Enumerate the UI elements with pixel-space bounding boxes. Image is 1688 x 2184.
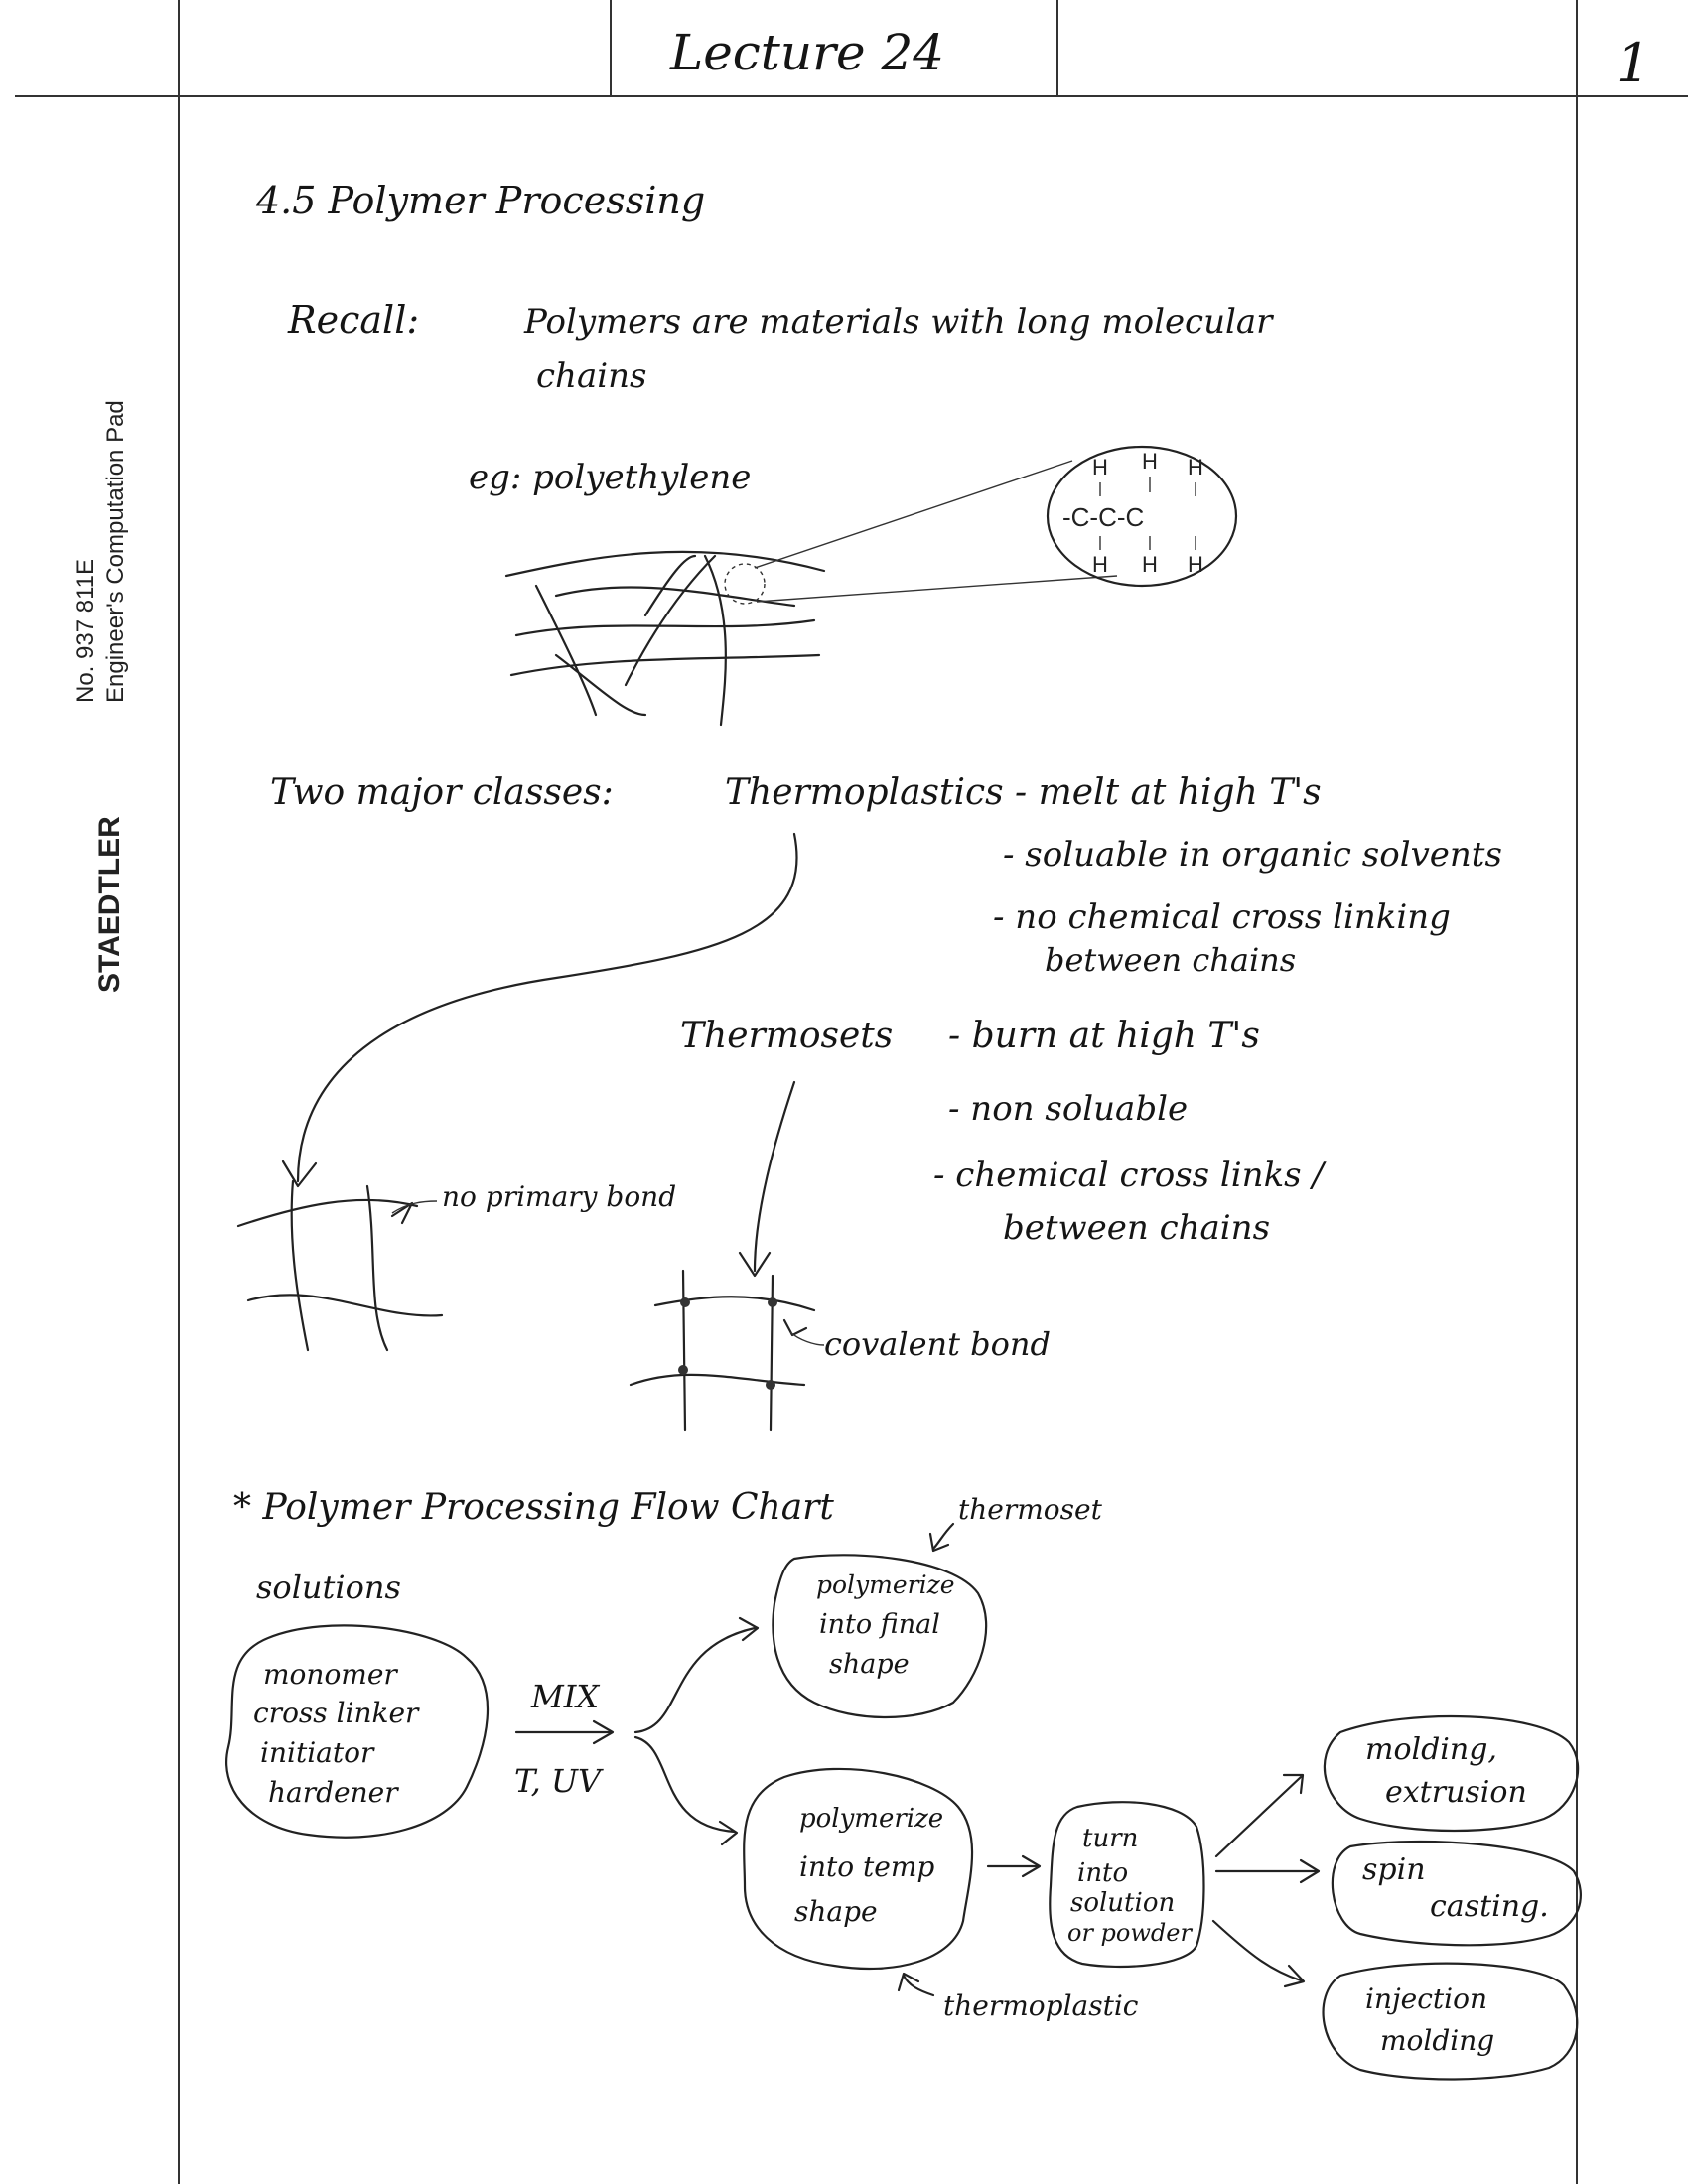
input-monomer: monomer [263,1658,397,1691]
input-initiator: initiator [260,1736,374,1769]
atom-h-top-2: H [1142,449,1158,474]
pad-product-name: Engineer's Computation Pad [102,400,129,703]
pad-product-number: No. 937 811E [72,559,99,703]
thermoplastics-prop-2: - soluable in organic solvents [1003,835,1502,875]
atom-h-top-1: H [1092,455,1108,479]
thermoplastics-name: Thermoplastics [725,772,1004,813]
recall-text-line1: Polymers are materials with long molecular [524,302,1273,341]
section-heading: 4.5 Polymer Processing [256,179,706,222]
thermosets-prop-2: - non soluable [948,1089,1189,1129]
output-3-line1: injection [1365,1982,1488,2015]
thermosets-prop-3: - chemical cross links / [933,1156,1324,1195]
covalent-bond-label: covalent bond [824,1325,1051,1363]
output-blob-injection-molding [1324,1964,1578,2080]
no-primary-bond-label: no primary bond [442,1180,677,1213]
example-label: eg: polyethylene [469,458,752,497]
solution-line1: turn [1082,1824,1139,1853]
polymer-chains-sketch [506,552,824,725]
output-1-line2: extrusion [1385,1775,1527,1810]
output-arrow-1 [1216,1777,1301,1856]
output-1-line1: molding, [1365,1732,1497,1767]
thermoplastics-prop-1: - melt at high T's [1015,772,1322,813]
temp-shape-line1: polymerize [799,1804,944,1834]
thermoplastics-arrow [298,834,797,1181]
flowchart-title: * Polymer Processing Flow Chart [233,1487,834,1528]
classes-intro: Two major classes: [270,772,614,813]
atom-h-top-3: H [1188,455,1203,479]
final-shape-line3: shape [829,1649,910,1680]
thermosets-prop-4: between chains [1003,1208,1271,1248]
branch-arrow-down [635,1737,735,1832]
recall-label: Recall: [288,298,420,341]
solution-line2: into [1077,1858,1129,1888]
atom-h-bottom-1: H [1092,552,1108,577]
solution-line4: or powder [1067,1919,1192,1947]
thermoset-network-sketch [631,1271,824,1430]
temp-shape-line3: shape [794,1895,878,1928]
solutions-label: solutions [256,1569,401,1606]
thermosets-name: Thermosets [680,1016,894,1056]
mix-label: MIX [531,1678,600,1715]
temp-shape-line2: into temp [799,1850,935,1883]
thermoset-label: thermoset [958,1493,1102,1526]
input-cross-linker: cross linker [253,1697,419,1729]
polyethylene-molecule [1062,449,1203,577]
final-shape-line2: into final [819,1609,940,1640]
branch-arrow-up [635,1628,755,1732]
output-2-line2: casting. [1430,1889,1549,1924]
zoom-line-top [755,461,1072,568]
pad-label [72,400,129,993]
thermoplastic-chain-sketch [238,1181,442,1350]
atom-carbon-chain: -C-C-C [1062,502,1145,532]
atom-h-bottom-2: H [1142,552,1158,577]
final-shape-line1: polymerize [816,1570,955,1599]
output-3-line2: molding [1380,2024,1495,2057]
pad-brand: STAEDTLER [93,816,126,993]
zoom-line-bottom [757,576,1117,602]
solution-line3: solution [1070,1888,1176,1918]
conditions-label: T, UV [514,1762,602,1800]
input-hardener: hardener [268,1776,398,1809]
page-number: 1 [1617,32,1651,94]
atom-h-bottom-3: H [1188,552,1203,577]
thermoplastics-prop-3: - no chemical cross linking [993,897,1451,937]
output-2-line1: spin [1362,1852,1426,1887]
thermoplastics-prop-4: between chains [1045,941,1297,979]
output-arrow-3 [1213,1921,1301,1980]
thermosets-prop-1: - burn at high T's [948,1016,1260,1056]
lecture-title: Lecture 24 [670,24,945,81]
recall-text-line2: chains [536,356,647,396]
thermoplastic-label: thermoplastic [943,1989,1139,2022]
thermosets-arrow [755,1082,794,1271]
